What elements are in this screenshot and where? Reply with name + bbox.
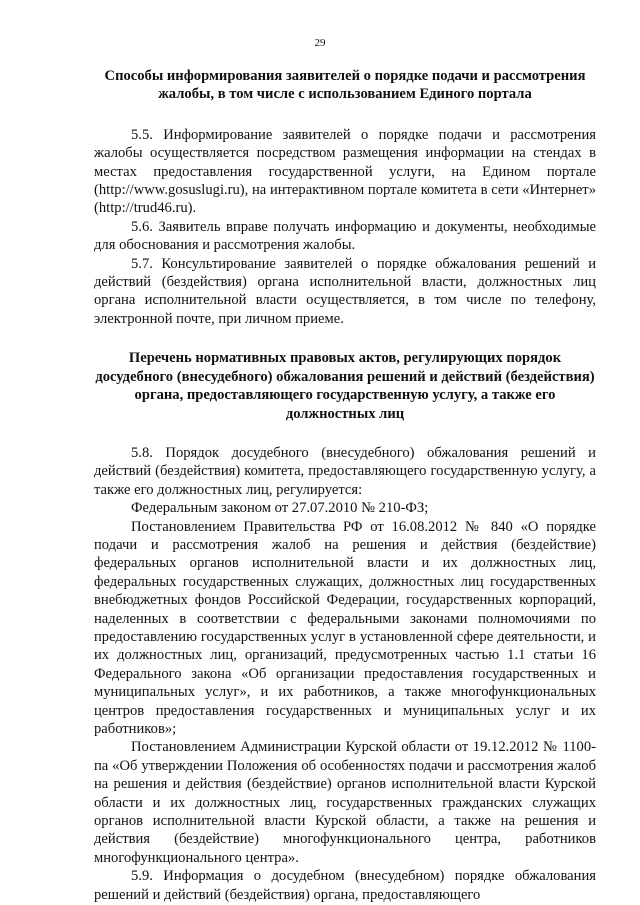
paragraph-5-6: 5.6. Заявитель вправе получать информацию и документы, необходимые для обоснования и рассмотрения жалобы. [94,218,596,254]
paragraph-administration-decree: Постановлением Администрации Курской области от 19.12.2012 № 1100-па «Об утверждении Положения об особенностях подачи и рассмотрения жалоб на решения и действия (бездействие) органов исполнительной власти Курской области и их должностных лиц, государственных гражданских служащих органов исполнительной власти Курской области, а также на решения и действия (бездействие) многофункционального центра, работников многофункционального центра». [94,739,596,866]
page-content [94,67,596,904]
page-number: 29 [314,37,326,49]
paragraph-government-decree: Постановлением Правительства РФ от 16.08.2012 № 840 «О порядке подачи и рассмотрения жалоб на решения и действия (бездействие) федеральных органов исполнительной власти и их должностных лиц, федеральных государственных служащих, должностных лиц государственных внебюджетных фондов Российской Федерации, государственных корпораций, наделенных в соответствии с федеральными законами полномочиями по предоставлению государственных услуг в установленной сфере деятельности, и их должностных лиц, организаций, предусмотренных частью 1.1 статьи 16 Федерального закона «Об организации предоставления государственных и муниципальных услуг», и их работников, а также многофункциональных центров предоставления государственных и муниципальных услуг и их работников»; [94,518,596,737]
paragraph-federal-law: Федеральным законом от 27.07.2010 № 210-ФЗ; [131,500,429,517]
paragraph-5-9: 5.9. Информация о досудебном (внесудебном) порядке обжалования решений и действий (бездействия) органа, предоставляющего [94,868,596,903]
paragraph-5-5: 5.5. Информирование заявителей о порядке подачи и рассмотрения жалобы осуществляется посредством размещения информации на стендах в местах предоставления государственной услуги, на Едином портале (http://www.gosuslugi.ru), на интерактивном портале комитета в сети «Интернет» (http://trud46.ru). [94,126,596,217]
paragraph-5-8: 5.8. Порядок досудебного (внесудебного) обжалования решений и действий (бездействия) комитета, предоставляющего государственную услугу, а также его должностных лиц, регулируется: [94,444,596,498]
section-heading-legal-acts: Перечень нормативных правовых актов, регулирующих порядок досудебного (внесудебного) обжалования решений и действий (бездействия) органа, предоставляющего государственную услугу, а также его должностных лиц [95,350,595,422]
section-heading-informing: Способы информирования заявителей о порядке подачи и рассмотрения жалобы, в том числе с использованием Единого портала [104,68,586,103]
paragraph-5-7: 5.7. Консультирование заявителей о порядке обжалования решений и действий (бездействия) органа исполнительной власти, должностных лиц органа исполнительной власти осуществляется, в том числе по телефону, электронной почте, при личном приеме. [94,255,596,327]
